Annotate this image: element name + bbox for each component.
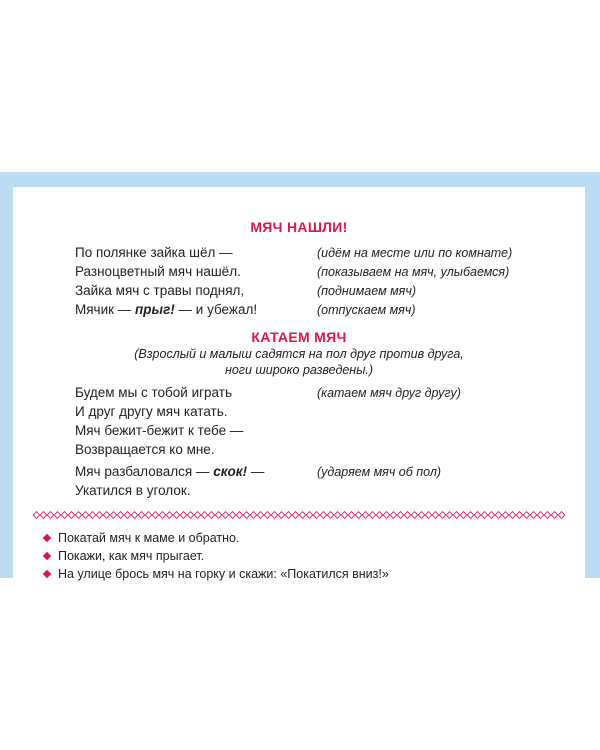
verse-emphasis: прыг! — [135, 302, 175, 317]
verse-line: И друг другу мяч катать. — [75, 404, 228, 419]
divider-diamond — [54, 512, 60, 519]
divider-diamond — [187, 512, 193, 519]
divider-diamond — [467, 512, 473, 519]
section-instructions: (Взрослый и малыш садятся на пол друг против друга, — [134, 347, 464, 361]
divider-diamond — [201, 512, 207, 519]
divider-diamond — [488, 512, 494, 519]
divider-diamond — [411, 512, 417, 519]
divider-diamond — [75, 512, 81, 519]
divider-diamond — [257, 512, 263, 519]
divider-diamond — [334, 512, 340, 519]
divider-diamond — [390, 512, 396, 519]
divider-diamond — [89, 512, 95, 519]
divider-diamond — [103, 512, 109, 519]
divider-diamond — [341, 512, 347, 519]
verse-line: Зайка мяч с травы поднял, — [75, 283, 245, 298]
tip-item — [44, 549, 204, 563]
divider-diamond — [145, 512, 151, 519]
tip-item — [44, 567, 389, 581]
divider-diamond — [320, 512, 326, 519]
verse-text: — и убежал! — [174, 302, 258, 317]
divider-diamond — [362, 512, 368, 519]
action-note: (ударяем мяч об пол) — [317, 465, 442, 479]
verse-line: Разноцветный мяч нашёл. — [75, 264, 241, 279]
diamond-bullet-icon — [43, 570, 51, 578]
divider-diamond — [299, 512, 305, 519]
verse-line: Будем мы с тобой играть — [75, 385, 232, 400]
activity-card — [0, 172, 600, 581]
divider-diamond — [537, 512, 543, 519]
divider-diamond — [355, 512, 361, 519]
action-note: (катаем мяч друг другу) — [317, 386, 461, 400]
divider-diamond — [453, 512, 459, 519]
verse-line — [75, 302, 257, 317]
divider-diamond — [369, 512, 375, 519]
divider-diamond — [502, 512, 508, 519]
divider-diamond — [68, 512, 74, 519]
divider-diamond — [474, 512, 480, 519]
diamond-bullet-icon — [43, 552, 51, 560]
divider-diamond — [159, 512, 165, 519]
action-note: (идём на месте или по комнате) — [317, 246, 513, 260]
divider-diamond — [397, 512, 403, 519]
divider-diamond — [110, 512, 116, 519]
verse-line: Возвращается ко мне. — [75, 442, 215, 457]
divider-diamond — [446, 512, 452, 519]
verse-text: Мяч разбаловался — — [75, 464, 214, 479]
divider-diamond — [292, 512, 298, 519]
action-note: (показываем на мяч, улыбаемся) — [317, 265, 510, 279]
verse-line: По полянке зайка шёл — — [75, 245, 233, 260]
tip-item — [44, 531, 239, 545]
diamond-divider — [33, 510, 565, 520]
divider-diamond — [124, 512, 130, 519]
diamond-bullet-icon — [43, 534, 51, 542]
divider-diamond — [306, 512, 312, 519]
verse-text: — — [247, 464, 265, 479]
verse-emphasis: скок! — [213, 464, 248, 479]
verse-line: Укатился в уголок. — [75, 483, 191, 498]
divider-diamond — [285, 512, 291, 519]
divider-diamond — [551, 512, 557, 519]
divider-diamond — [229, 512, 235, 519]
divider-diamond — [481, 512, 487, 519]
divider-diamond — [425, 512, 431, 519]
divider-diamond — [439, 512, 445, 519]
divider-diamond — [327, 512, 333, 519]
divider-diamond — [558, 512, 564, 519]
divider-diamond — [264, 512, 270, 519]
section-title-rolling-ball: КАТАЕМ МЯЧ — [251, 329, 347, 345]
divider-diamond — [33, 512, 39, 519]
divider-diamond — [82, 512, 88, 519]
divider-diamond — [418, 512, 424, 519]
divider-diamond — [194, 512, 200, 519]
divider-diamond — [173, 512, 179, 519]
divider-diamond — [138, 512, 144, 519]
divider-diamond — [404, 512, 410, 519]
divider-diamond — [348, 512, 354, 519]
verse-line: Мяч бежит-бежит к тебе — — [75, 423, 244, 438]
divider-diamond — [40, 512, 46, 519]
divider-diamond — [544, 512, 550, 519]
verse-text: Мячик — — [75, 302, 136, 317]
tip-text: Покажи, как мяч прыгает. — [58, 549, 205, 563]
section-title-ball-found: МЯЧ НАШЛИ! — [250, 219, 348, 235]
section-instructions: ноги широко разведены.) — [224, 363, 374, 377]
divider-diamond — [243, 512, 249, 519]
action-note: (поднимаем мяч) — [317, 284, 416, 298]
divider-diamond — [96, 512, 102, 519]
divider-diamond — [131, 512, 137, 519]
divider-diamond — [166, 512, 172, 519]
divider-diamond — [383, 512, 389, 519]
divider-diamond — [208, 512, 214, 519]
divider-diamond — [516, 512, 522, 519]
divider-diamond — [47, 512, 53, 519]
divider-diamond — [495, 512, 501, 519]
divider-diamond — [460, 512, 466, 519]
divider-diamond — [222, 512, 228, 519]
divider-diamond — [432, 512, 438, 519]
divider-diamond — [152, 512, 158, 519]
card-content — [13, 187, 585, 581]
divider-diamond — [509, 512, 515, 519]
action-note: (отпускаем мяч) — [317, 303, 416, 317]
divider-diamond — [376, 512, 382, 519]
divider-diamond — [250, 512, 256, 519]
divider-diamond — [278, 512, 284, 519]
divider-diamond — [215, 512, 221, 519]
divider-diamond — [313, 512, 319, 519]
divider-diamond — [61, 512, 67, 519]
divider-diamond — [530, 512, 536, 519]
tip-text: Покатай мяч к маме и обратно. — [58, 531, 240, 545]
divider-diamond — [117, 512, 123, 519]
divider-diamond — [523, 512, 529, 519]
divider-diamond — [180, 512, 186, 519]
divider-diamond — [271, 512, 277, 519]
verse-line — [75, 464, 264, 479]
tip-text: На улице брось мяч на горку и скажи: «Покатился вниз!» — [58, 567, 389, 581]
divider-diamond — [236, 512, 242, 519]
